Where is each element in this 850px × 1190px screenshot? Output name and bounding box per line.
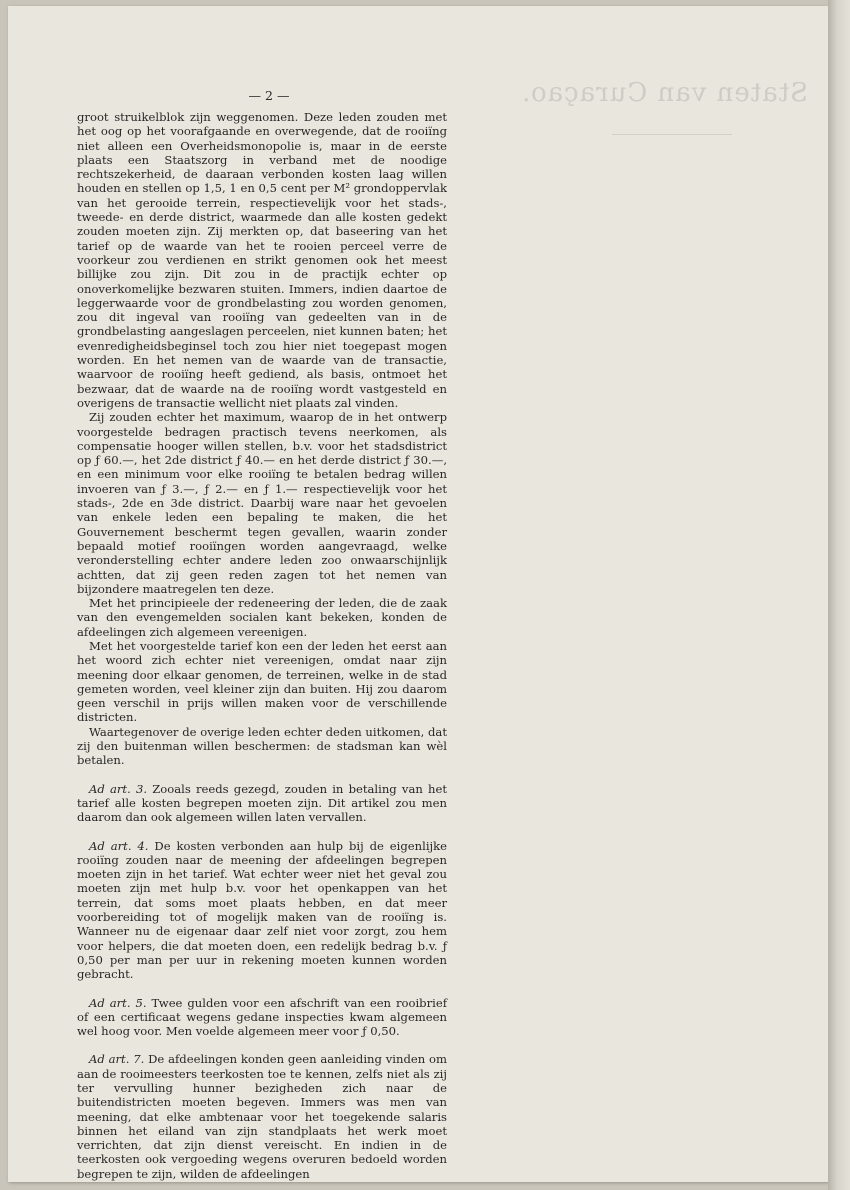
- section-art-7: [77, 1052, 447, 1181]
- section-heading: Ad art. 3.: [89, 781, 148, 796]
- section-text: Twee gulden voor een afschrift van een rooibrief of een certificaat wegens gedane inspecties kwam algemeen wel hoog voor. Men voelde algemeen meer voor ƒ 0,50.: [77, 995, 447, 1039]
- bleed-through-rule: [612, 134, 732, 135]
- section-heading: Ad art. 4.: [89, 838, 149, 853]
- next-page-edge: [828, 0, 850, 1190]
- section-text: De kosten verbonden aan hulp bij de eigenlijke rooiïng zouden naar de meening der afdeelingen begrepen moeten zijn in het tarief. Wat echter weer niet het geval zou moeten zijn met hulp b.v. voor het openkappen van het terrein, dat soms moet plaats hebben, en dat meer voorbereiding tot of mogelijk maken van de rooiïng is. Wanneer nu de eigenaar daar zelf niet voor zorgt, zou hem voor helpers, die dat moeten doen, een redelijk bedrag b.v. ƒ 0,50 per man per uur in rekening moeten kunnen worden gebracht.: [77, 838, 448, 982]
- paragraph: groot struikelblok zijn weggenomen. Deze leden zouden met het oog op het voorafgaande en overwegende, dat de rooiïng niet alleen een Overheidsmonopolie is, maar in de eerste plaats een Staatszorg in verband met de noodige rechtszekerheid, de daaraan verbonden kosten laag willen houden en stellen op 1,5, 1 en 0,5 cent per M² grondoppervlak van het gerooide terrein, respectievelijk voor het stads-, tweede- en derde district, waarmede dan alle kosten gedekt zouden moeten zijn. Zij merkten op, dat baseering van het tarief op de waarde van het te rooien perceel verre de voorkeur zou verdienen en strikt genomen ook het meest billijke zou zijn. Dit zou in de practijk echter op onoverkomelijke bezwaren stuiten. Immers, indien daartoe de leggerwaarde voor de grondbelasting zou worden genomen, zou dit ingeval van rooiïng van gedeelten van in de grondbelasting aangeslagen perceelen, niet kunnen baten; het evenredigheidsbeginsel toch zou hier niet toegepast mogen worden. En het nemen van de waarde van de transactie, waarvoor de rooiïng heeft gediend, als basis, ontmoet het bezwaar, dat de waarde na de rooiïng wordt vastgesteld en overigens de transactie wellicht niet plaats zal vinden.: [77, 110, 447, 410]
- section-heading: Ad art. 5.: [89, 995, 147, 1010]
- section-text: Zooals reeds gezegd, zouden in betaling van het tarief alle kosten begrepen moeten zijn. Dit artikel zou men daarom dan ook algemeen willen laten vervallen.: [77, 781, 448, 825]
- section-art-3: [77, 782, 447, 825]
- bleed-through-heading: Staten van Curaçao.: [521, 78, 808, 108]
- page-number: — 2 —: [248, 88, 290, 103]
- section-text: De afdeelingen konden geen aanleiding vinden om aan de rooimeesters teerkosten toe te kennen, zelfs niet als zij ter vervulling hunner bezigheden zich naar de buitendistricten moeten begeven. Immers was men van meening, dat elke ambtenaar voor het toegekende salaris binnen het eiland van zijn standplaats het werk moet verrichten, dat zijn dienst vereischt. En indien in de teerkosten ook vergoeding wegens overuren bedoeld worden begrepen te zijn, wilden de afdeelingen: [77, 1052, 448, 1181]
- section-art-5: [77, 996, 447, 1039]
- section-art-4: [77, 839, 447, 982]
- paragraph: Waartegenover de overige leden echter deden uitkomen, dat zij den buitenman willen beschermen: de stadsman kan wèl betalen.: [77, 724, 447, 768]
- body-text: [77, 110, 447, 1181]
- paragraph: Zij zouden echter het maximum, waarop de in het ontwerp voorgestelde bedragen practisch tevens neerkomen, als compensatie hooger willen stellen, b.v. voor het stadsdistrict op ƒ 60.—, het 2de district ƒ 40.— en het derde district ƒ 30.—, en een minimum voor elke rooiïng te betalen bedrag willen invoeren van ƒ 3.—, ƒ 2.— en ƒ 1.— respectievelijk voor het stads-, 2de en 3de district. Daarbij ware naar het gevoelen van enkele leden een bepaling te maken, die het Gouvernement beschermt tegen gevallen, waarin zonder bepaald motief rooiïngen worden aangevraagd, welke veronderstelling echter andere leden zoo onwaarschijnlijk achtten, dat zij geen reden zagen tot het nemen van bijzondere maatregelen ten deze.: [77, 410, 447, 596]
- paragraph: Met het voorgestelde tarief kon een der leden het eerst aan het woord zich echter niet vereenigen, omdat naar zijn meening door elkaar genomen, de terreinen, welke in de stad gemeten worden, veel kleiner zijn dan buiten. Hij zou daarom geen verschil in prijs willen maken voor de verschillende districten.: [77, 638, 447, 725]
- paragraph: Met het principieele der redeneering der leden, die de zaak van den evengemelden socialen kant bekeken, konden de afdeelingen zich algemeen vereenigen.: [77, 596, 447, 639]
- section-heading: Ad art. 7.: [89, 1052, 145, 1067]
